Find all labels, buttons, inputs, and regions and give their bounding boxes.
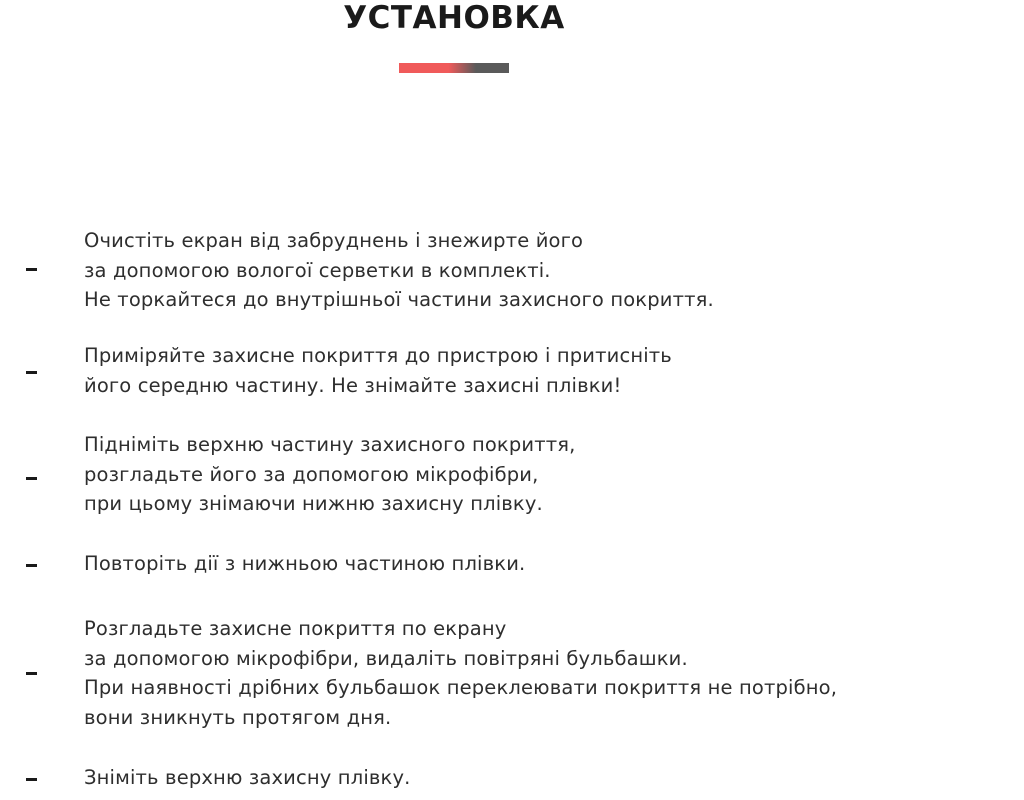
step-text (84, 341, 1014, 400)
title-divider (399, 63, 509, 73)
step-text (84, 549, 1014, 579)
dash-bullet-icon (26, 477, 37, 480)
step-line: Зніміть верхню захисну плівку. (84, 766, 411, 789)
step-line: Очистіть екран від забруднень і знежирте його (84, 229, 584, 252)
step-line: Приміряйте захисне покриття до пристрою і притисніть (84, 344, 672, 367)
dash-bullet-icon (26, 268, 37, 271)
step-line: Підніміть верхню частину захисного покриття, (84, 433, 576, 456)
step-text (84, 614, 1014, 732)
step-line: вони зникнуть протягом дня. (84, 705, 392, 729)
step-line: Не торкайтеся до внутрішньої частини захисного покриття. (84, 288, 714, 311)
step-line: розгладьте його за допомогою мікрофібри, (84, 462, 539, 486)
step-text (84, 226, 1014, 315)
dash-bullet-icon (26, 672, 37, 675)
step-line: при цьому знімаючи нижню захисну плівку. (84, 492, 543, 515)
step-line: за допомогою вологої серветки в комплекті. (84, 258, 551, 282)
step-line: його середню частину. Не знімайте захисні плівки! (84, 373, 622, 397)
step-line: за допомогою мікрофібри, видаліть повітряні бульбашки. (84, 646, 688, 670)
page-title: УСТАНОВКА (343, 0, 565, 36)
dash-bullet-icon (26, 564, 37, 567)
dash-bullet-icon (26, 371, 37, 374)
step-line: Повторіть дії з нижньою частиною плівки. (84, 552, 526, 575)
dash-bullet-icon (26, 778, 37, 781)
step-line: Розгладьте захисне покриття по екрану (84, 617, 507, 640)
step-text (84, 430, 1014, 519)
step-line: При наявності дрібних бульбашок переклеювати покриття не потрібно, (84, 676, 838, 699)
step-text (84, 763, 1014, 793)
